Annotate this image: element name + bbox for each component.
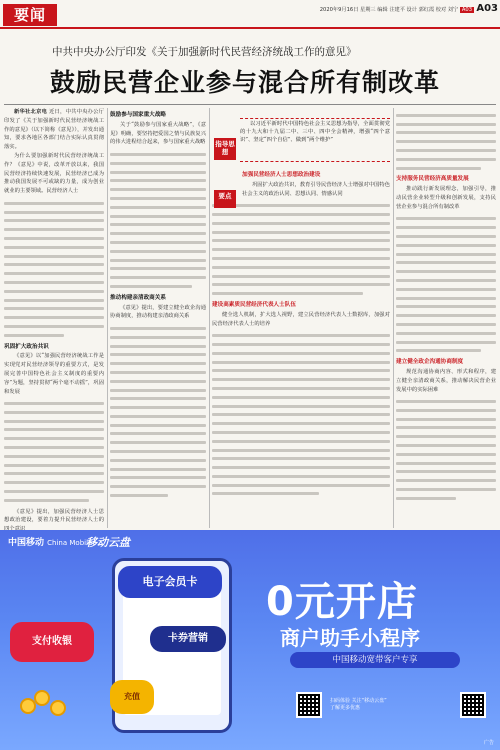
ad-contact-line: 扫码体验 关注“移动云盘” [330, 698, 387, 704]
text-lines [396, 400, 496, 500]
text-lines [396, 114, 496, 170]
ad-subtitle: 中国移动宽带客户专享 [290, 652, 460, 668]
dateline-tag: A03 [461, 7, 472, 13]
masthead-rule [0, 27, 500, 29]
member-card-bubble: 电子会员卡 [118, 566, 222, 598]
guiding-thought-badge: 指导思想 [214, 138, 236, 160]
subheadline: 中共中央办公厅印发《关于加强新时代民营经济统战工作的意见》 [52, 46, 357, 58]
qr-code-icon[interactable] [296, 692, 322, 718]
recharge-bubble: 充值 [110, 680, 154, 714]
section-heading: 推动构建亲清政商关系 [110, 294, 166, 301]
main-headline: 鼓励民营企业参与混合所有制改革 [50, 68, 441, 97]
text-lines [212, 334, 390, 495]
paragraph: 规范沟通协商内容、形式和程序，建立健全亲清政商关系，推动解决民营企业发展中的实际困难 [396, 368, 496, 393]
dateline-editor: 编辑 [377, 7, 388, 13]
paragraph: 为什么要加强新时代民营经济统战工作？《意见》中说，改革开放以来，我国民营经济持续快速发展，民营经济已成为推动我国发展不可或缺的力量，成为创业就业的主要领域。民营经济人士 [4, 152, 104, 195]
lead-source: 新华社北京电 [14, 109, 48, 115]
column-2 [110, 108, 206, 528]
brand-name: 中国移动 [8, 538, 45, 548]
paragraph: 巩固扩大政治共识，教育引导民营经济人士增强对中国特色社会主义的政治认同、思想认同、情感认同 [242, 181, 390, 197]
section-heading: 建立健全政企沟通协商制度 [396, 359, 464, 366]
column-divider [393, 108, 394, 528]
paragraph: 《意见》以“加强民营经济统战工作是实现党对民营经济领导的重要方式，是发展完善中国特色社会主义制度的重要内容”为题，坚持贯彻“两个毫不动摇”，巩固和发展 [4, 353, 104, 395]
advertisement[interactable] [0, 530, 500, 750]
ad-headline: 0元开店 [266, 579, 418, 625]
section-heading: 鼓励参与国家重大战略 [110, 112, 166, 118]
section-heading: 巩固扩大政治共识 [4, 343, 49, 350]
paragraph: 健全选人机制，扩大选人视野，建立民营经济代表人士数据库，加强对民营经济代表人士的培养 [212, 311, 390, 327]
section-heading: 支持服务民营经济高质量发展 [396, 176, 469, 183]
brand-name-en: China Mobile [47, 539, 93, 547]
cloud-drive-logo: 移动云盘 [86, 536, 130, 549]
quote-text: 以习近平新时代中国特色社会主义思想为指导，全面贯彻党的十九大和十九届二中、三中、四中全会精神，增强“四个意识”、坚定“四个自信”、做到“两个维护” [240, 121, 390, 143]
payment-bubble: 支付收银 [10, 622, 94, 662]
text-lines [4, 402, 104, 502]
ad-contact [330, 698, 387, 712]
paragraph: 推动践行新发展理念，加强引导，推动民营企业转型升级和创新发展，支持民营企业参与混合所有制改革 [396, 186, 496, 210]
column-divider [107, 108, 108, 528]
ad-label: 广告 [483, 740, 494, 746]
article-body [4, 108, 496, 528]
section-label: 要闻 [3, 4, 57, 26]
lead-text: 近日，中共中央办公厅印发了《关于加强新时代民营经济统战工作的意见》（以下简称《意见》），并发出通知，要求各地区各部门结合实际认真贯彻落实。 [4, 109, 104, 151]
dateline-staff: 注建平 设计 郭红霞 校对 刘宁 [389, 7, 459, 13]
section-heading: 加强民营经济人士思想政治建设 [242, 172, 321, 178]
coupon-bubble: 卡券营销 [150, 626, 226, 652]
masthead [0, 0, 500, 26]
column-1 [4, 108, 104, 528]
column-4 [396, 108, 496, 528]
column-3 [212, 108, 390, 528]
ad-contact-line: 了解更多优惠 [330, 705, 361, 711]
section-heading: 建设高素质民营经济代表人士队伍 [212, 301, 296, 308]
paragraph: 《意见》提出，加强民营经济人士思想政治建设，要着力提升民营经济人士的 [4, 508, 104, 524]
page-number: A03 [476, 3, 498, 14]
paragraph: 关于“鼓励参与国家重大战略”，《意见》明确，要坚持把爱国之情与民族复兴的伟大进程结合起来，参与国家重大战略 [110, 121, 206, 146]
headline-block [0, 30, 500, 102]
coins-icon [20, 680, 90, 720]
text-lines [212, 204, 390, 295]
text-lines [396, 217, 496, 352]
text-lines [4, 202, 104, 337]
text-lines [110, 327, 206, 497]
dateline-date: 2020年9月16日 星期三 [319, 7, 376, 13]
paragraph: 《意见》提出，要建立健全政企沟通协商制度，推动构建亲清政商关系 [110, 304, 206, 320]
headline-divider [4, 104, 496, 105]
china-mobile-logo [8, 535, 92, 548]
qr-code-icon[interactable] [460, 692, 486, 718]
dateline [320, 6, 474, 13]
guiding-quote [240, 118, 390, 162]
text-lines [110, 153, 206, 288]
key-points-badge: 要点 [214, 190, 236, 208]
lead-paragraph [4, 108, 104, 152]
column-divider [209, 108, 210, 528]
ad-slogan: 商户助手小程序 [280, 626, 420, 650]
